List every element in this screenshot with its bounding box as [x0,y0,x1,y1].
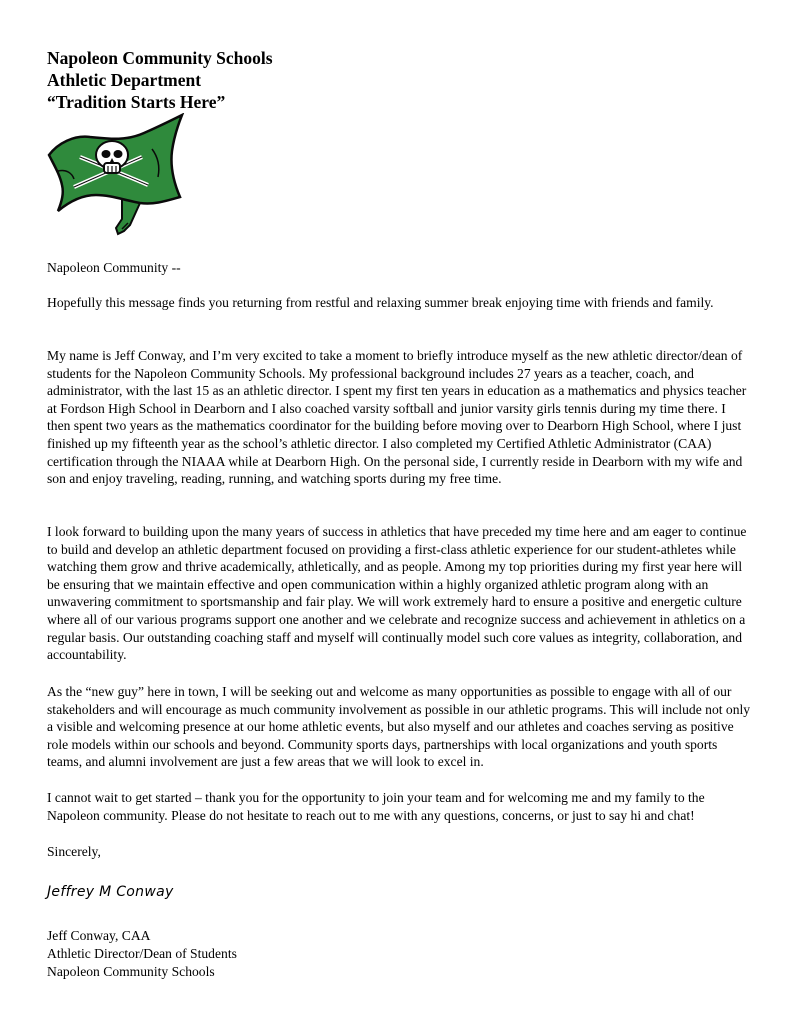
paragraph-community: As the “new guy” here in town, I will be seeking out and welcome as many opportunities as possible to engage with all of our stakeholders and will encourage as much community involvement as possible in our athletic programs. This will include not only a visible and welcoming presence at our home athletic events, but also myself and our athletes and coaches serving as positive role models within our schools and beyond. Community sports days, partnerships with local organizations and youth sports teams, and alumni involvement are just a few areas that we will look to excel in. [47,684,751,770]
paragraph-background: My name is Jeff Conway, and I’m very excited to take a moment to briefly introduce myself as the new athletic director/dean of students for the Napoleon Community Schools. My professional background includes 27 years as a teacher, coach, and administrator, with the last 15 as an athletic director. I spent my first ten years in education as a mathematics and physics teacher at Fordson High School in Dearborn and I also coached varsity softball and junior varsity girls tennis during my time there. I then spent two years as the mathematics coordinator for the building before moving over to Dearborn High School, where I just finished up my fifteenth year as the school’s athletic director. I also completed my Certified Athletic Administrator (CAA) certification through the NIAAA while at Dearborn High. On the personal side, I currently reside in Dearborn with my wife and son and enjoy traveling, reading, running, and watching sports during my free time. [47,348,747,487]
paragraph-goals: I look forward to building upon the many years of success in athletics that have preceded my time here and am eager to continue to build and develop an athletic department focused on providing a first-class athletic experience for our student-athletes while watching them grow and thrive academically, athletically, and as people. Among my top priorities during my first year here will be ensuring that we maintain effective and open communication within a highly organized athletic program along with an unwavering commitment to sportsmanship and fair play. We will work extremely hard to ensure a positive and energetic culture where all of our various programs support one another and we celebrate and recognize success and achievement in athletics on a regular basis. Our outstanding coaching staff and myself will continually model such core values as integrity, collaboration, and accountability. [47,524,747,663]
letterhead-school-name: Napoleon Community Schools [47,48,273,68]
signer-title: Athletic Director/Dean of Students [47,946,237,961]
signer-organization: Napoleon Community Schools [47,964,215,979]
signer-name: Jeff Conway, CAA [47,928,151,943]
letterhead-motto: “Tradition Starts Here” [47,92,226,112]
paragraph-intro: Hopefully this message finds you returning from restful and relaxing summer break enjoying time with friends and family. [47,295,714,310]
signature: Jeffrey M Conway [47,884,174,900]
pirate-flag-icon [44,113,186,237]
paragraph-closing: I cannot wait to get started – thank you for the opportunity to join your team and for welcoming me and my family to the Napoleon community. Please do not hesitate to reach out to me with any questions, concerns, or just to say hi and chat! [47,790,705,823]
closing-salutation: Sincerely, [47,844,101,859]
greeting: Napoleon Community -- [47,260,181,275]
letterhead-department: Athletic Department [47,70,202,90]
